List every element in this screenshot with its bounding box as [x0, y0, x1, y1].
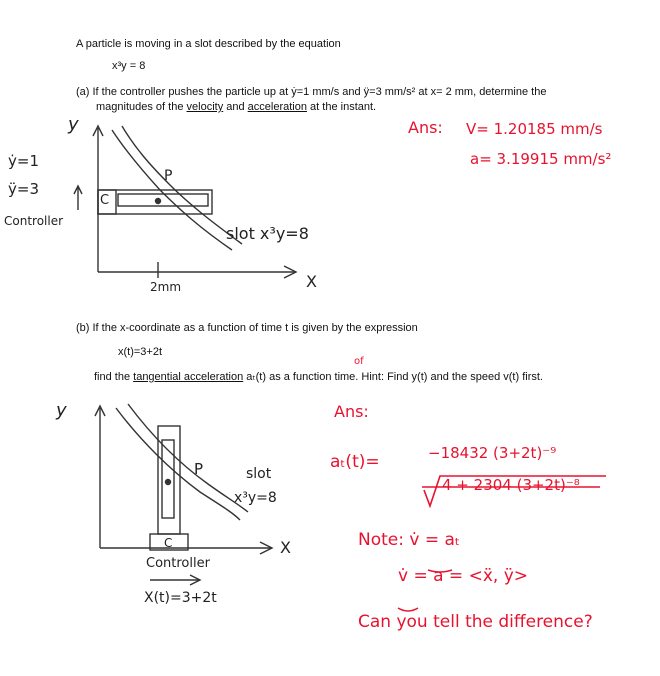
a-undertilde [398, 608, 418, 611]
diagram-a-slot-label: slot x³y=8 [226, 224, 309, 243]
note-line-2: v̇ = a = <ẍ, ÿ> [398, 566, 528, 586]
acceleration-underlined: acceleration [247, 101, 307, 113]
answer-a-acceleration: a= 3.19915 mm/s² [470, 150, 612, 168]
diagram-a-controller-slot [118, 194, 208, 206]
part-b-line1: (b) If the x-coordinate as a function of time t is given by the expression [76, 322, 418, 334]
diagram-b-p-label: P [194, 460, 204, 478]
problem-intro: A particle is moving in a slot described by the equation [76, 38, 341, 50]
diagram-b-slot-curve-1 [116, 408, 240, 520]
diagram-b-xt-label: X(t)=3+2t [144, 590, 217, 606]
answer-b-denominator: 4 + 2304 (3+2t)⁻⁸ [442, 476, 580, 494]
tangential-acceleration-underlined: tangential acceleration [133, 371, 244, 383]
note-line-1: Note: v̇ = aₜ [358, 530, 460, 550]
diagram-a-p-label: P [164, 168, 173, 184]
ydot-label: ẏ=1 [8, 152, 39, 170]
yddot-label: ÿ=3 [8, 180, 39, 198]
diagram-a-controller-label: Controller [4, 214, 64, 228]
slot-equation: x³y = 8 [112, 60, 146, 72]
part-a-line1: (a) If the controller pushes the particle up at ẏ=1 mm/s and ÿ=3 mm/s² at x= 2 mm, determine the [76, 86, 547, 98]
answer-a-velocity: V= 1.20185 mm/s [466, 120, 603, 138]
part-b-expression: x(t)=3+2t [118, 346, 163, 358]
diagram-a-particle-dot [156, 199, 161, 204]
insert-of: of [354, 356, 364, 367]
diagram-b-y-label: y [56, 400, 67, 421]
diagram-a-y-label: y [68, 114, 79, 135]
answer-b-lhs: aₜ(t)= [330, 452, 380, 472]
answer-b-numerator: −18432 (3+2t)⁻⁹ [428, 444, 557, 462]
diagram-a-slot-curve-2 [122, 126, 242, 244]
diagram-a-c-label: C [100, 193, 110, 208]
diagram-b-slot-label: slot [246, 466, 272, 482]
diagram-a-2mm-label: 2mm [150, 280, 182, 294]
diagram-b-particle-dot [166, 480, 171, 485]
diagram-a-x-label: X [306, 272, 317, 291]
note-line-3: Can you tell the difference? [358, 612, 593, 632]
diagram-b-controller-label: Controller [146, 556, 210, 571]
part-b-line3: find the tangential acceleration aₜ(t) as a function time. Hint: Find y(t) and the speed v(t) first. [94, 371, 543, 383]
diagram-b-slot-eq: x³y=8 [234, 490, 277, 506]
answer-b-header: Ans: [334, 402, 369, 421]
velocity-underlined: velocity [186, 101, 224, 113]
diagram-b-x-label: X [280, 538, 291, 557]
diagram-b-c-label: C [164, 536, 173, 550]
part-a-line2: magnitudes of the velocity and acceleration at the instant. [96, 101, 377, 113]
answer-a-header: Ans: [408, 118, 443, 137]
diagram-b-slot-curve-2 [128, 404, 248, 512]
